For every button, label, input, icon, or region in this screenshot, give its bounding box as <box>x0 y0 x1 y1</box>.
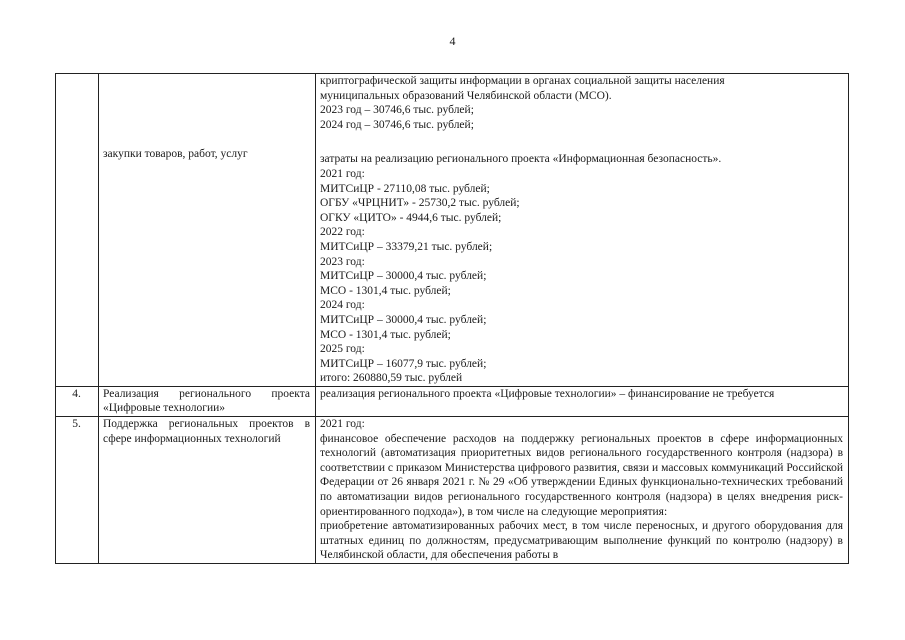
content-line: муниципальных образований Челябинской области (МСО). <box>320 89 612 102</box>
content-line: МИТСиЦР – 30000,4 тыс. рублей; <box>320 270 487 283</box>
row-number-cell: 5. <box>56 417 99 564</box>
content-line: 2024 год: <box>320 299 365 312</box>
row-name-cell <box>99 74 316 387</box>
table-row <box>56 417 849 564</box>
row-content-cell: реализация регионального проекта «Цифровые технологии» – финансирование не требуется <box>316 386 849 416</box>
content-line: 2025 год: <box>320 343 365 356</box>
content-line: 2024 год – 30746,6 тыс. рублей; <box>320 118 474 131</box>
content-line: ОГКУ «ЦИТО» - 4944,6 тыс. рублей; <box>320 211 502 224</box>
page-number: 4 <box>449 34 456 48</box>
procurement-label: закупки товаров, работ, услуг <box>103 148 248 160</box>
content-line: затраты на реализацию регионального проекта «Информационная безопасность». <box>320 153 722 166</box>
content-line: 2023 год: <box>320 255 365 268</box>
row-content-cell <box>316 417 849 564</box>
content-line: криптографической защиты информации в органах социальной защиты населения <box>320 75 725 87</box>
content-year: 2021 год: <box>320 418 365 431</box>
row-number-cell <box>56 74 99 387</box>
row-content-cell <box>316 74 849 387</box>
content-line: 2023 год – 30746,6 тыс. рублей; <box>320 104 474 117</box>
content-line: МИТСиЦР – 33379,21 тыс. рублей; <box>320 240 493 253</box>
row-name-cell: Реализация регионального проекта «Цифровые технологии» <box>99 386 316 416</box>
expenses-table <box>55 73 849 564</box>
content-line: МИТСиЦР – 16077,9 тыс. рублей; <box>320 357 487 370</box>
content-paragraph: приобретение автоматизированных рабочих мест, в том числе переносных, и другого оборудования для штатных единиц по должностям, предусматривающим выполнение функций по контролю (надзору) в Челябинской области, для обеспечения работы в <box>320 520 843 562</box>
content-paragraph: финансовое обеспечение расходов на поддержку региональных проектов в сфере информационных технологий (автоматизация приоритетных видов регионального государственного контроля (надзора) в соответствии с приказом Министерства цифрового развития, связи и массовых коммуникаций Российской Федерации от 26 января 2021 г. № 29 «Об утверждении Единых функционально-технических требований по автоматизации видов регионального государственного контроля (надзора) в целях внедрения риск-ориентированного подхода»), в том числе на следующие мероприятия: <box>320 432 843 518</box>
content-line: МИТСиЦР – 30000,4 тыс. рублей; <box>320 313 487 326</box>
content-line: МСО - 1301,4 тыс. рублей; <box>320 284 451 297</box>
content-line: итого: 260880,59 тыс. рублей <box>320 372 463 385</box>
row-number-cell: 4. <box>56 386 99 416</box>
content-line: ОГБУ «ЧРЦНИТ» - 25730,2 тыс. рублей; <box>320 197 520 210</box>
content-line: МСО - 1301,4 тыс. рублей; <box>320 328 451 341</box>
row-name-cell: Поддержка региональных проектов в сфере информационных технологий <box>99 417 316 564</box>
content-line: 2022 год: <box>320 226 365 239</box>
table-row <box>56 386 849 416</box>
content-line: 2021 год: <box>320 167 365 180</box>
content-line: МИТСиЦР - 27110,08 тыс. рублей; <box>320 182 490 195</box>
table-row <box>56 74 849 387</box>
